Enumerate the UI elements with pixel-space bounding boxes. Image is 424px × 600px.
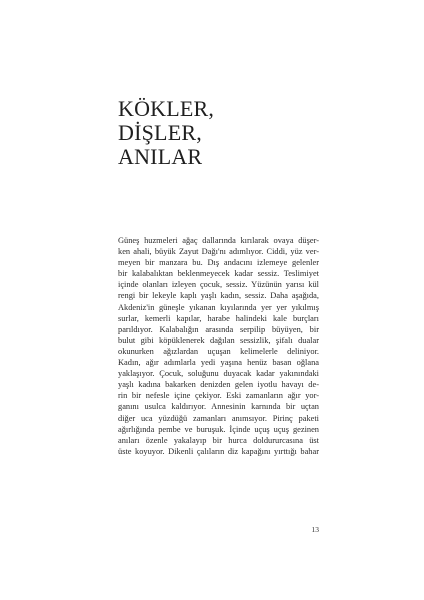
body-line: yaklaşıyor. Çocuk, soluğunu duyacak kadar yakınındaki	[118, 369, 319, 379]
body-line: yaşlı kadına bakarken denizden gelen iyotlu havayı de-	[118, 380, 319, 390]
body-line: diğer uca yüzdüğü zamanları anımsıyor. Pirinç paketi	[118, 413, 319, 423]
body-line: okunurken ağızlardan uçuşan kelimelerle deliniyor.	[118, 346, 319, 356]
body-line: surlar, kemerli kapılar, harabe halindeki kale burçları	[118, 313, 319, 323]
chapter-title-line-1: KÖKLER,	[118, 96, 215, 121]
body-line: Kadın, ağır adımlarla yedi yaşına henüz basan oğlana	[118, 358, 319, 368]
body-line: bir kalabalıktan beklenmeyecek kadar sessiz. Teslimiyet	[118, 269, 319, 279]
chapter-title	[118, 97, 214, 169]
chapter-title-line-2: DİŞLER,	[118, 120, 202, 145]
body-line: ganını usulca kaldırıyor. Annesinin karnında bir uçtan	[118, 402, 319, 412]
body-line: rin bir nefesle içine çekiyor. Eski zamanların ağır yor-	[118, 391, 319, 401]
body-line: Güneş huzmeleri ağaç dallarında kırılarak ovaya düşer-	[118, 236, 319, 245]
body-line: meyen bir manzara bu. Dış andacını izlemeye gelenler	[118, 258, 319, 268]
body-line: rengi bir lekeyle kaplı yaşlı kadın, sessiz. Daha aşağıda,	[118, 291, 319, 301]
body-line: içinde olanları izleyen çocuk, sessiz. Yüzünün yarısı kül	[118, 280, 319, 290]
body-line: üste koyuyor. Dikenli çalıların diz kapağını yırttığı bahar	[118, 446, 319, 456]
body-line: ken ahali, büyük Zayut Dağı'nı adımlıyor. Ciddi, yüz ver-	[118, 247, 319, 257]
body-line: Akdeniz'in güneşle yıkanan kıyılarında yer yer yıkılmış	[118, 302, 319, 312]
body-paragraph	[118, 235, 319, 457]
body-line: parıldıyor. Kalabalığın arasında serpilip büyüyen, bir	[118, 324, 319, 334]
body-line: anıları özenle yakalayıp bir hurca doldururcasına üst	[118, 435, 319, 445]
chapter-title-line-3: ANILAR	[118, 144, 203, 169]
body-line: bulut gibi köpüklenerek dağılan sessizlik, şifalı dualar	[118, 335, 319, 345]
page-number: 13	[311, 525, 319, 534]
body-line: ağırlığında pembe ve buruşuk. İçinde uçuş uçuş gezinen	[118, 424, 319, 434]
